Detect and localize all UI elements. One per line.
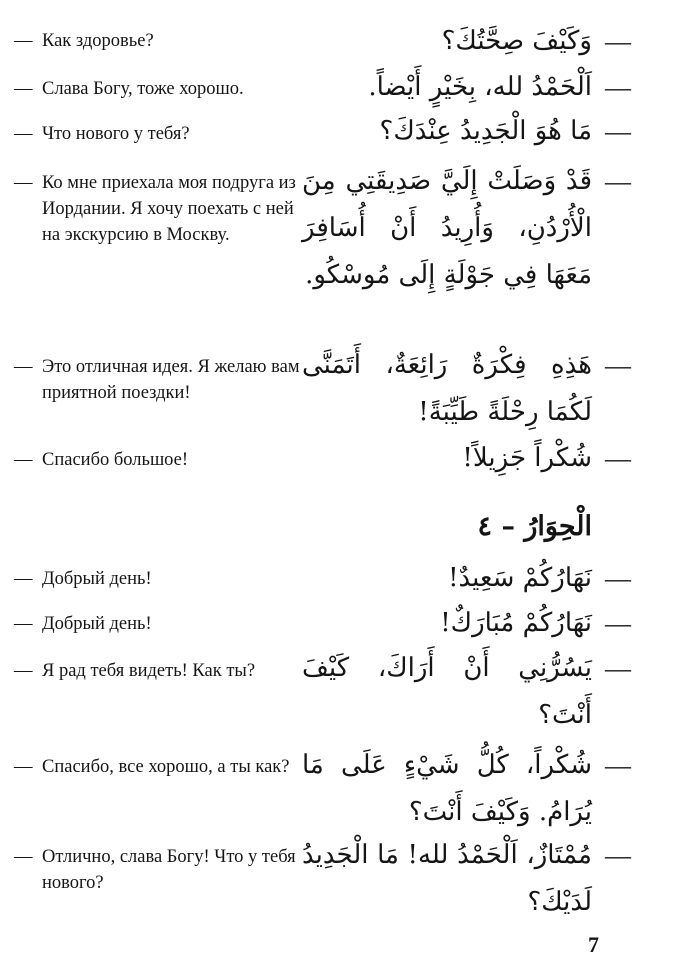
russian-text: Спасибо большое!: [42, 450, 189, 470]
arabic-text: شُكْراً، كُلُّ شَيْءٍ عَلَى مَا يُرَامُ. وَكَيْفَ أَنْتَ؟: [302, 750, 592, 827]
dash: —: [14, 31, 33, 51]
russian-text: Отлично, слава Богу! Что у тебя нового?: [42, 847, 296, 893]
arabic-text: هَذِهِ فِكْرَةٌ رَائِعَةٌ، أَتَمَنَّى لَكُمَا رِحْلَةً طَيِّبَةً!: [302, 350, 592, 427]
arabic-text: وَكَيْفَ صِحَّتُكَ؟: [441, 26, 592, 56]
russian-text: Ко мне приехала моя подруга из Иордании. Я хочу поехать с ней на экскурсию в Москву.: [42, 173, 296, 245]
arabic-text: مَا هُوَ الْجَدِيدُ عِنْدَكَ؟: [379, 116, 592, 146]
dash: —: [605, 27, 631, 56]
dash: —: [605, 841, 631, 870]
dash: —: [605, 117, 631, 146]
arabic-text: شُكْراً جَزِيلاً!: [462, 443, 592, 473]
dash: —: [14, 847, 33, 867]
dash: —: [605, 564, 631, 593]
dash: —: [14, 757, 33, 777]
dash: —: [605, 751, 631, 780]
dash: —: [605, 444, 631, 473]
dash: —: [14, 450, 33, 470]
dash: —: [605, 609, 631, 638]
russian-text: Слава Богу, тоже хорошо.: [42, 79, 244, 99]
russian-text: Как здоровье?: [42, 31, 154, 51]
russian-text: Добрый день!: [42, 614, 152, 634]
russian-text: Спасибо, все хорошо, а ты как?: [42, 757, 290, 777]
dash: —: [605, 351, 631, 380]
dash: —: [605, 167, 631, 196]
section-heading: الْحِوَارُ – ٤: [477, 511, 592, 542]
dash: —: [14, 661, 33, 681]
arabic-text: اَلْحَمْدُ لله، بِخَيْرٍ أَيْضاً.: [368, 72, 592, 102]
dash: —: [605, 654, 631, 683]
arabic-text: قَدْ وَصَلَتْ إِلَيَّ صَدِيقَتِي مِنَ الْأُرْدُنِ، وَأُرِيدُ أَنْ أُسَافِرَ مَعَهَا فِي جَوْلَةٍ إِلَى مُوسْكُو.: [302, 166, 592, 290]
dash: —: [14, 614, 33, 634]
russian-text: Что нового у тебя?: [42, 124, 190, 144]
dash: —: [14, 173, 33, 193]
arabic-text: نَهَارُكُمْ سَعِيدٌ!: [448, 563, 592, 593]
dash: —: [14, 569, 33, 589]
dash: —: [605, 73, 631, 102]
arabic-text: نَهَارُكُمْ مُبَارَكٌ!: [440, 608, 592, 638]
russian-text: Я рад тебя видеть! Как ты?: [42, 661, 256, 681]
page-number: 7: [588, 932, 599, 957]
dash: —: [14, 357, 33, 377]
russian-text: Добрый день!: [42, 569, 152, 589]
arabic-text: مُمْتَازٌ، اَلْحَمْدُ لله! مَا الْجَدِيدُ لَدَيْكَ؟: [302, 840, 592, 917]
russian-text: Это отличная идея. Я желаю вам приятной поездки!: [42, 357, 300, 403]
dash: —: [14, 124, 33, 144]
dash: —: [14, 79, 33, 99]
arabic-text: يَسُرُّنِي أَنْ أَرَاكَ، كَيْفَ أَنْتَ؟: [302, 653, 592, 730]
